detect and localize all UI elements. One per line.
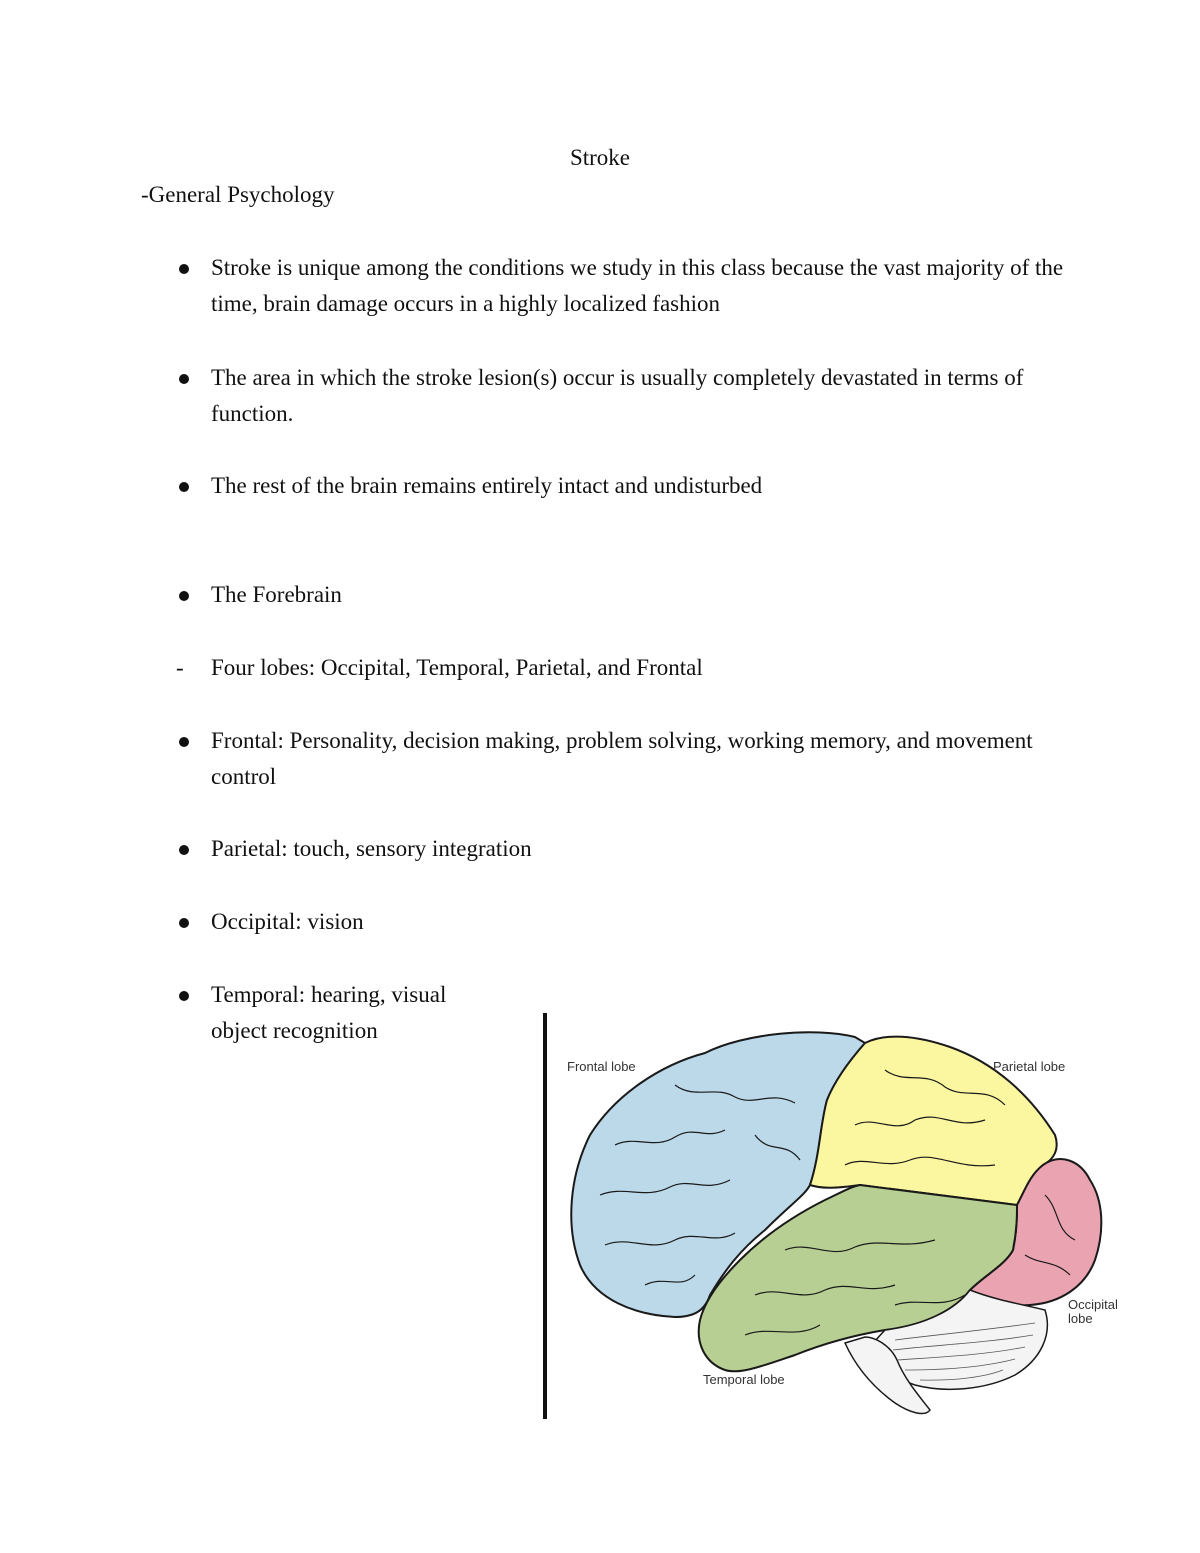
bullet-icon xyxy=(179,918,189,928)
list-item-text: The rest of the brain remains entirely intact and undisturbed xyxy=(211,473,763,498)
list-item xyxy=(176,723,1056,795)
occipital-lobe-label-line1: Occipital xyxy=(1068,1297,1118,1312)
bullet-icon xyxy=(179,374,189,384)
list-item-text: Parietal: touch, sensory integration xyxy=(211,836,532,861)
list-item xyxy=(176,577,1076,613)
parietal-lobe-label: Parietal lobe xyxy=(993,1059,1066,1074)
temporal-lobe-label: Temporal lobe xyxy=(703,1372,785,1387)
list-item xyxy=(176,250,1076,322)
occipital-lobe-label-line2: lobe xyxy=(1068,1311,1093,1326)
list-item-text: The Forebrain xyxy=(211,582,342,607)
dash-marker: - xyxy=(176,655,184,680)
bullet-icon xyxy=(179,264,189,274)
bullet-icon xyxy=(179,482,189,492)
list-item-text: The area in which the stroke lesion(s) occur is usually completely devastated in terms of function. xyxy=(211,365,1024,426)
bullet-icon xyxy=(179,737,189,747)
bullet-icon xyxy=(179,845,189,855)
list-item xyxy=(176,977,506,1049)
list-item xyxy=(176,468,1076,504)
document-subtitle: -General Psychology xyxy=(141,182,335,207)
list-item-text: Frontal: Personality, decision making, problem solving, working memory, and movement control xyxy=(211,728,1033,789)
bullet-icon xyxy=(179,991,189,1001)
frontal-lobe-label: Frontal lobe xyxy=(567,1059,636,1074)
list-item-text: Four lobes: Occipital, Temporal, Parietal, and Frontal xyxy=(211,655,703,680)
document-title: Stroke xyxy=(569,145,631,170)
brain-lobes-diagram xyxy=(555,1025,1140,1425)
list-item-text: Temporal: hearing, visual object recognition xyxy=(211,982,447,1043)
list-item xyxy=(176,904,1076,940)
list-item xyxy=(176,650,1076,686)
list-item xyxy=(176,360,1076,432)
list-item xyxy=(176,831,1076,867)
bullet-icon xyxy=(179,591,189,601)
vertical-divider xyxy=(543,1013,547,1419)
list-item-text: Stroke is unique among the conditions we study in this class because the vast majority of the time, brain damage occurs in a highly localized fashion xyxy=(211,255,1064,316)
list-item-text: Occipital: vision xyxy=(211,909,364,934)
